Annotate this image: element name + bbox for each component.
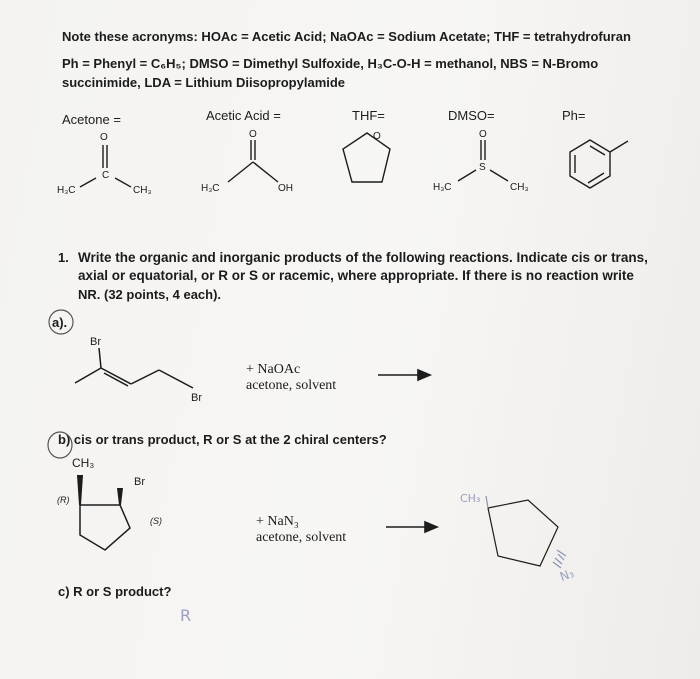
acetic-acid-label: Acetic Acid = [206, 108, 281, 123]
acetone-o: O [100, 132, 108, 143]
handwritten-n3: N₃ [558, 566, 576, 584]
dmso-o: O [479, 129, 487, 140]
part-b-br: Br [134, 476, 145, 488]
phenyl-label: Ph= [562, 108, 586, 123]
acetic-acid-o: O [249, 129, 257, 140]
handwritten-ch3: CH₃ [460, 492, 481, 505]
part-a-label: a). [52, 315, 68, 330]
dmso-s: S [479, 162, 486, 173]
acronym-note: Note these acronyms: HOAc = Acetic Acid; NaOAc = Sodium Acetate; THF = tetrahydrofuran [62, 29, 631, 44]
acetone-c: C [102, 170, 110, 181]
part-a-br-bottom: Br [191, 392, 202, 404]
acronym-line-3: succinimide, LDA = Lithium Diisopropylamide [62, 75, 346, 90]
part-a-reagent: + NaOAc [246, 362, 301, 377]
part-b-prompt: b) cis or trans product, R or S at the 2 chiral centers? [58, 432, 387, 447]
part-c-prompt: c) R or S product? [58, 584, 172, 599]
part-b-s-label: (S) [150, 516, 162, 526]
part-b-ch3: CH₃ [72, 456, 95, 470]
acetic-acid-h3c: H₃C [201, 183, 220, 194]
thf-label: THF= [352, 108, 385, 123]
part-a-br-top: Br [90, 336, 101, 348]
acetic-acid-oh: OH [278, 183, 293, 194]
acronym-line-2: Ph = Phenyl = C₆H₅; DMSO = Dimethyl Sulfoxide, H₃C-O-H = methanol, NBS = N-Bromo [62, 56, 599, 71]
question-text-line-1: Write the organic and inorganic products of the following reactions. Indicate cis or trans, [78, 250, 648, 265]
acetone-label: Acetone = [62, 112, 121, 127]
dmso-ch3: CH₃ [510, 182, 529, 193]
part-b-reagent: + NaN₃ [256, 514, 299, 529]
handwritten-answer: R [180, 606, 192, 625]
question-number: 1. [58, 250, 69, 265]
acetone-ch3: CH₃ [133, 185, 152, 196]
part-a-conditions: acetone, solvent [246, 378, 337, 393]
question-text-line-3: NR. (32 points, 4 each). [78, 287, 222, 302]
dmso-label: DMSO= [448, 108, 495, 123]
question-text-line-2: axial or equatorial, or R or S or racemic, where appropriate. If there is no reaction write [78, 268, 634, 283]
thf-o: O [373, 131, 381, 142]
part-b-r-label: (R) [57, 495, 70, 505]
dmso-h3c: H₃C [433, 182, 452, 193]
acetone-h3c: H₃C [57, 185, 76, 196]
part-b-conditions: acetone, solvent [256, 530, 347, 545]
